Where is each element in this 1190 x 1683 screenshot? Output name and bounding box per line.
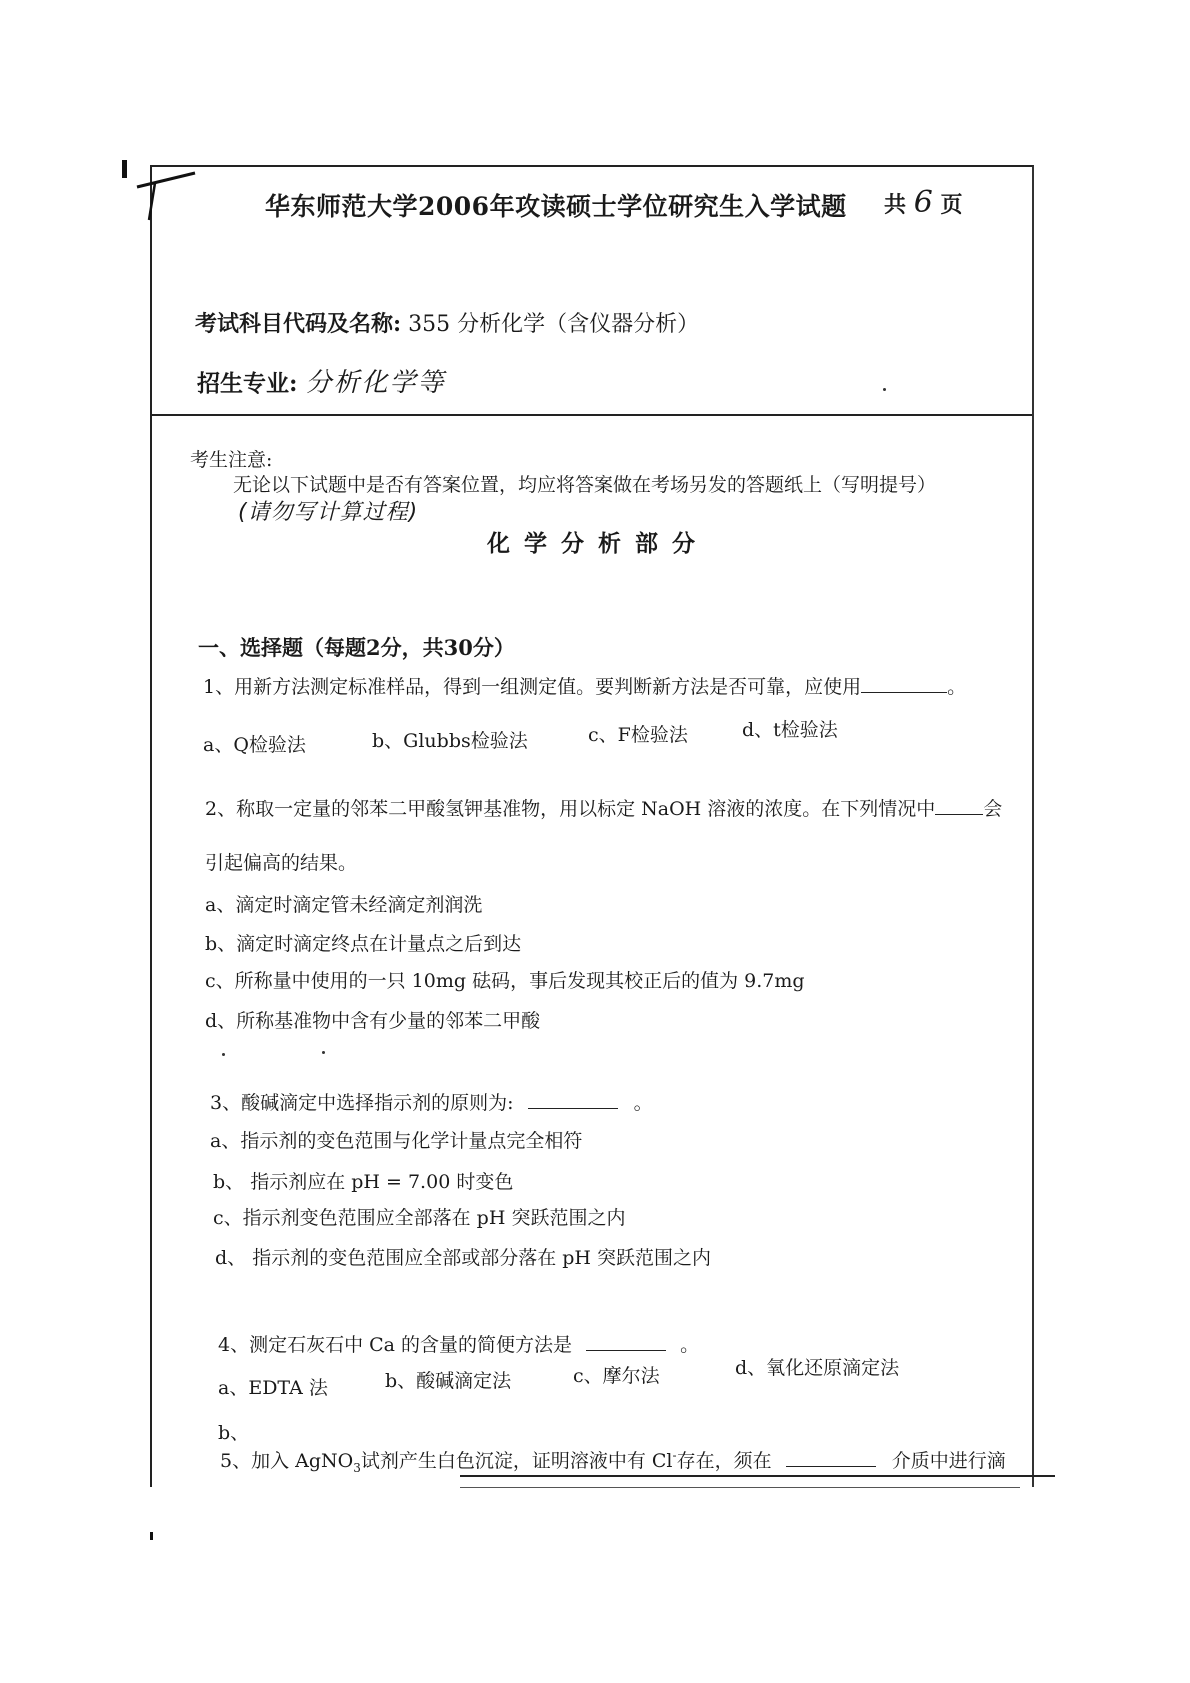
answer-blank — [935, 814, 983, 815]
q1-option-c: c、F检验法 — [588, 724, 688, 746]
major-label: 招生专业: — [197, 370, 298, 397]
question-5-stem-a: 5、加入 AgNO — [220, 1450, 354, 1472]
exam-title: 华东师范大学2006年攻读硕士学位研究生入学试题 — [265, 192, 847, 221]
question-3-stem: 3、酸碱滴定中选择指示剂的原则为: — [210, 1092, 514, 1114]
question-5 — [220, 1446, 1006, 1475]
bottom-rule-2 — [460, 1487, 1020, 1488]
question-3-end: 。 — [633, 1092, 653, 1114]
question-2-end: 会 — [983, 798, 1003, 820]
page-count — [884, 185, 962, 220]
page-count-suffix: 页 — [940, 192, 963, 218]
question-4 — [218, 1330, 699, 1357]
q1-option-d: d、t检验法 — [742, 719, 838, 741]
answer-blank — [786, 1466, 876, 1467]
major-handwritten: 分析化学等 — [305, 368, 446, 398]
answer-blank — [586, 1350, 666, 1351]
q3-option-b: b、 指示剂应在 pH = 7.00 时变色 — [213, 1171, 514, 1193]
question-1 — [203, 672, 966, 699]
page-count-number: 6 — [913, 185, 933, 220]
q3-option-a: a、指示剂的变色范围与化学计量点完全相符 — [210, 1130, 583, 1152]
q1-option-a: a、Q检验法 — [203, 734, 306, 756]
question-2-continued: 引起偏高的结果。 — [205, 852, 358, 874]
section-title: 一、选择题（每题2分，共30分） — [198, 635, 515, 660]
question-2-stem: 2、称取一定量的邻苯二甲酸氢钾基准物，用以标定 NaOH 溶液的浓度。在下列情况中 — [205, 798, 936, 820]
bottom-rule — [460, 1475, 1055, 1477]
notice-heading: 考生注意: — [190, 449, 273, 471]
stray-dot — [322, 1051, 325, 1054]
question-5-stem-b: 试剂产生白色沉淀，证明溶液中有 Cl — [360, 1450, 673, 1472]
page-count-prefix: 共 — [884, 192, 907, 218]
header-divider — [150, 414, 1032, 416]
question-1-end: 。 — [947, 676, 967, 698]
corner-pen-stroke — [135, 165, 205, 225]
scan-mark — [122, 160, 127, 178]
answer-blank — [528, 1108, 618, 1109]
answer-blank — [861, 692, 947, 693]
major-line — [197, 362, 446, 399]
subject-value: 355 分析化学（含仪器分析） — [408, 312, 700, 337]
part-title: 化学分析部分 — [487, 530, 709, 557]
question-5-end: 介质中进行滴 — [891, 1450, 1006, 1472]
question-2 — [205, 794, 1002, 821]
question-5-subscript: 3 — [353, 1460, 361, 1475]
question-3 — [210, 1088, 653, 1115]
stray-dot — [883, 388, 886, 391]
scan-mark — [150, 1532, 153, 1540]
q2-option-b: b、滴定时滴定终点在计量点之后到达 — [205, 933, 522, 955]
q4-option-a: a、EDTA 法 — [218, 1377, 328, 1399]
subject-line — [195, 307, 699, 338]
question-4-stem: 4、测定石灰石中 Ca 的含量的简便方法是 — [218, 1334, 573, 1356]
notice-body: 无论以下试题中是否有答案位置，均应将答案做在考场另发的答题纸上（写明提号） — [233, 474, 937, 496]
q4-extra-label: b、 — [218, 1422, 250, 1444]
q2-option-a: a、滴定时滴定管未经滴定剂润洗 — [205, 894, 483, 916]
q3-option-c: c、指示剂变色范围应全部落在 pH 突跃范围之内 — [213, 1207, 626, 1229]
question-1-stem: 1、用新方法测定标准样品，得到一组测定值。要判断新方法是否可靠，应使用 — [203, 676, 862, 698]
q1-option-b: b、Glubbs检验法 — [372, 730, 528, 752]
handwritten-note: (请勿写计算过程) — [238, 500, 419, 525]
subject-label: 考试科目代码及名称: — [195, 311, 402, 337]
q4-option-b: b、酸碱滴定法 — [385, 1370, 512, 1392]
question-5-stem-c: 存在，须在 — [676, 1450, 772, 1472]
q4-option-d: d、氧化还原滴定法 — [735, 1357, 900, 1379]
q2-option-c: c、所称量中使用的一只 10mg 砝码，事后发现其校正后的值为 9.7mg — [205, 970, 805, 992]
q2-option-d: d、所称基准物中含有少量的邻苯二甲酸 — [205, 1010, 541, 1032]
stray-dot — [222, 1053, 225, 1056]
q3-option-d: d、 指示剂的变色范围应全部或部分落在 pH 突跃范围之内 — [215, 1247, 712, 1269]
question-5-superscript: - — [672, 1448, 677, 1463]
question-4-end: 。 — [680, 1334, 700, 1356]
q4-option-c: c、摩尔法 — [573, 1365, 660, 1387]
